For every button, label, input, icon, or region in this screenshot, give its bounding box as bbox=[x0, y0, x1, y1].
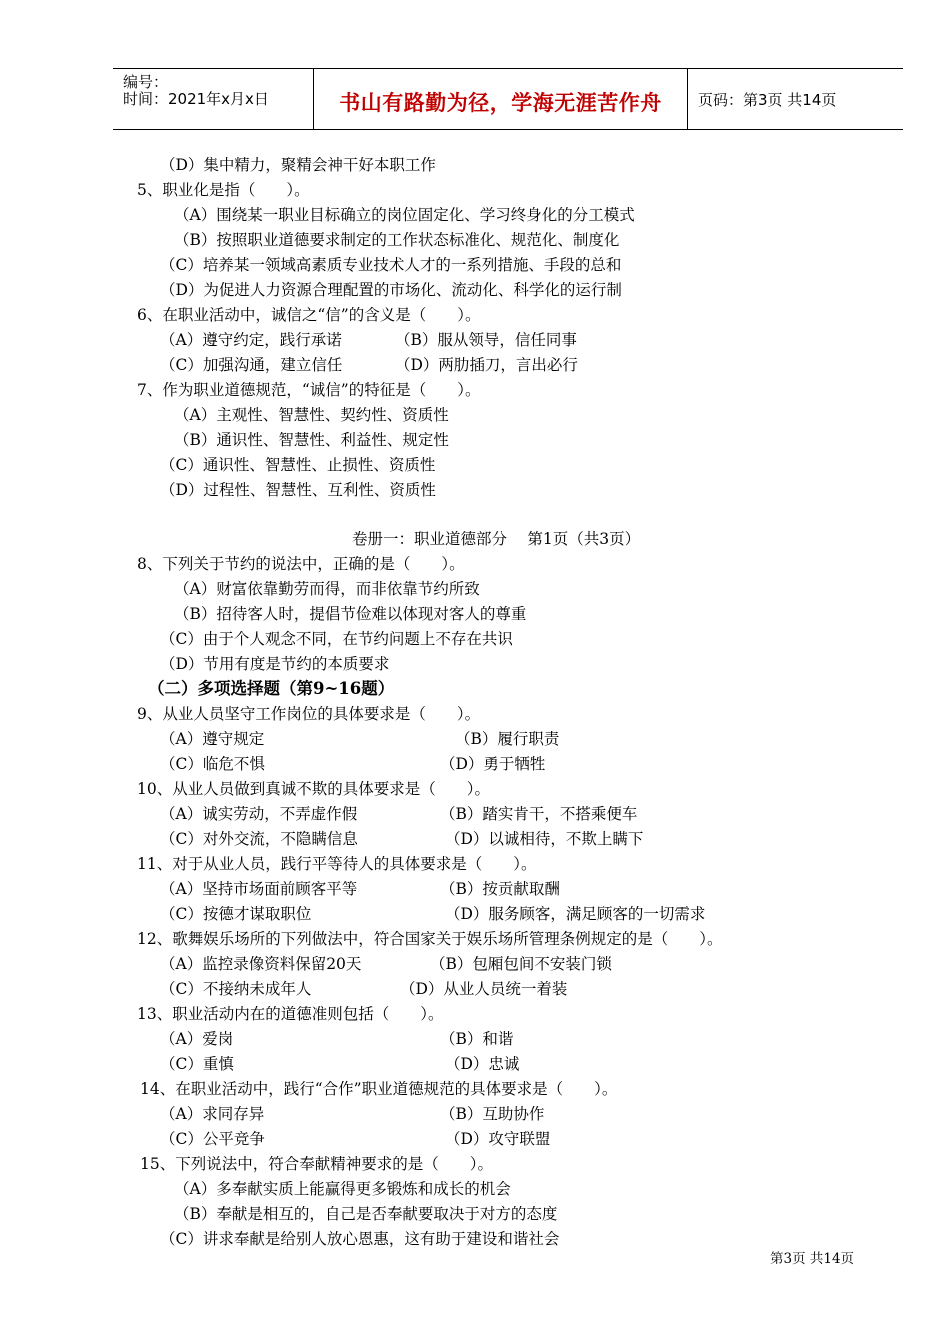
option-line: （C）由于个人观念不同，在节约问题上不存在共识 bbox=[160, 630, 513, 648]
option-left: （C）重慎 bbox=[160, 1055, 234, 1073]
header-page-cell bbox=[688, 69, 903, 129]
page-header bbox=[113, 68, 903, 130]
section-heading: （二）多项选择题（第9~16题） bbox=[148, 679, 395, 698]
option-line: （A）围绕某一职业目标确立的岗位固定化、学习终身化的分工模式 bbox=[174, 206, 635, 224]
option-row bbox=[160, 1104, 860, 1124]
option-row bbox=[160, 979, 860, 999]
option-right: （B）包厢包间不安装门锁 bbox=[430, 955, 612, 973]
option-row bbox=[160, 879, 860, 899]
option-left: （A）诚实劳动，不弄虚作假 bbox=[160, 805, 358, 823]
option-right: （B）互助协作 bbox=[440, 1105, 545, 1123]
time-label: 时间：2021年x月x日 bbox=[123, 90, 269, 108]
option-line: （A）多奉献实质上能赢得更多锻炼和成长的机会 bbox=[174, 1180, 511, 1198]
option-left: （C）加强沟通，建立信任 bbox=[160, 356, 343, 374]
header-motto-cell bbox=[314, 69, 688, 129]
option-row bbox=[160, 729, 860, 749]
option-left: （C）公平竞争 bbox=[160, 1130, 265, 1148]
option-line: （C）培养某一领域高素质专业技术人才的一系列措施、手段的总和 bbox=[160, 256, 622, 274]
option-line: （D）过程性、智慧性、互利性、资质性 bbox=[160, 481, 436, 499]
question-line: 8、下列关于节约的说法中，正确的是（ ）。 bbox=[137, 555, 465, 573]
option-row bbox=[160, 355, 860, 375]
option-left: （A）监控录像资料保留20天 bbox=[160, 955, 362, 973]
question-line: 12、歌舞娱乐场所的下列做法中，符合国家关于娱乐场所管理条例规定的是（ ）。 bbox=[137, 930, 723, 948]
option-line: （A）主观性、智慧性、契约性、资质性 bbox=[174, 406, 449, 424]
option-row bbox=[160, 904, 860, 924]
option-left: （C）对外交流，不隐瞒信息 bbox=[160, 830, 358, 848]
option-line: （B）通识性、智慧性、利益性、规定性 bbox=[174, 431, 449, 449]
option-line: （A）财富依靠勤劳而得，而非依靠节约所致 bbox=[174, 580, 480, 598]
option-right: （D）从业人员统一着装 bbox=[400, 980, 568, 998]
question-line: 6、在职业活动中，诚信之“信”的含义是（ ）。 bbox=[137, 306, 481, 324]
option-left: （A）遵守约定，践行承诺 bbox=[160, 331, 342, 349]
option-row bbox=[160, 954, 860, 974]
question-line: 9、从业人员坚守工作岗位的具体要求是（ ）。 bbox=[137, 705, 481, 723]
option-right: （D）忠诚 bbox=[445, 1055, 520, 1073]
option-right: （D）攻守联盟 bbox=[445, 1130, 551, 1148]
option-row bbox=[160, 1029, 860, 1049]
question-line: 7、作为职业道德规范，“诚信”的特征是（ ）。 bbox=[137, 381, 481, 399]
question-line: 13、职业活动内在的道德准则包括（ ）。 bbox=[137, 1005, 444, 1023]
option-line: （C）讲求奉献是给别人放心恩惠，这有助于建设和谐社会 bbox=[160, 1230, 560, 1248]
option-right: （B）和谐 bbox=[440, 1030, 514, 1048]
option-left: （C）不接纳未成年人 bbox=[160, 980, 312, 998]
option-row bbox=[160, 330, 860, 350]
option-line: （B）招待客人时，提倡节俭难以体现对客人的尊重 bbox=[174, 605, 527, 623]
option-row bbox=[160, 1054, 860, 1074]
option-line: （D）为促进人力资源合理配置的市场化、流动化、科学化的运行制 bbox=[160, 281, 622, 299]
option-row bbox=[160, 1129, 860, 1149]
option-right: （B）按贡献取酬 bbox=[440, 880, 560, 898]
volume-page-note: 卷册一：职业道德部分 第1页（共3页） bbox=[352, 530, 641, 548]
option-row bbox=[160, 754, 860, 774]
option-row bbox=[160, 804, 860, 824]
question-line: 14、在职业活动中，践行“合作”职业道德规范的具体要求是（ ）。 bbox=[140, 1080, 618, 1098]
option-left: （A）爱岗 bbox=[160, 1030, 234, 1048]
option-right: （D）两肋插刀，言出必行 bbox=[395, 356, 578, 374]
option-left: （C）按德才谋取职位 bbox=[160, 905, 312, 923]
question-line: 5、职业化是指（ ）。 bbox=[137, 181, 310, 199]
question-line: 15、下列说法中，符合奉献精神要求的是（ ）。 bbox=[140, 1155, 493, 1173]
option-line: （C）通识性、智慧性、止损性、资质性 bbox=[160, 456, 436, 474]
number-label: 编号： bbox=[123, 73, 169, 91]
option-line: （B）奉献是相互的，自己是否奉献要取决于对方的态度 bbox=[174, 1205, 558, 1223]
option-right: （B）履行职责 bbox=[455, 730, 560, 748]
option-line: （D）节用有度是节约的本质要求 bbox=[160, 655, 390, 673]
option-left: （A）求同存异 bbox=[160, 1105, 265, 1123]
option-line: （D）集中精力，聚精会神干好本职工作 bbox=[160, 156, 436, 174]
question-line: 10、从业人员做到真诚不欺的具体要求是（ ）。 bbox=[137, 780, 490, 798]
option-right: （D）以诚相待，不欺上瞒下 bbox=[445, 830, 644, 848]
option-left: （C）临危不惧 bbox=[160, 755, 265, 773]
option-row bbox=[160, 829, 860, 849]
option-right: （D）服务顾客，满足顾客的一切需求 bbox=[445, 905, 706, 923]
option-right: （D）勇于牺牲 bbox=[440, 755, 546, 773]
page-footer: 第3页 共14页 bbox=[770, 1251, 855, 1267]
option-left: （A）遵守规定 bbox=[160, 730, 265, 748]
question-line: 11、对于从业人员，践行平等待人的具体要求是（ ）。 bbox=[137, 855, 537, 873]
motto-text: 书山有路勤为径，学海无涯苦作舟 bbox=[339, 91, 662, 115]
header-meta-cell bbox=[113, 69, 314, 129]
option-right: （B）服从领导，信任同事 bbox=[395, 331, 577, 349]
page-info: 页码：第3页 共14页 bbox=[698, 91, 837, 109]
option-right: （B）踏实肯干，不搭乘便车 bbox=[440, 805, 638, 823]
option-line: （B）按照职业道德要求制定的工作状态标准化、规范化、制度化 bbox=[174, 231, 620, 249]
option-left: （A）坚持市场面前顾客平等 bbox=[160, 880, 358, 898]
